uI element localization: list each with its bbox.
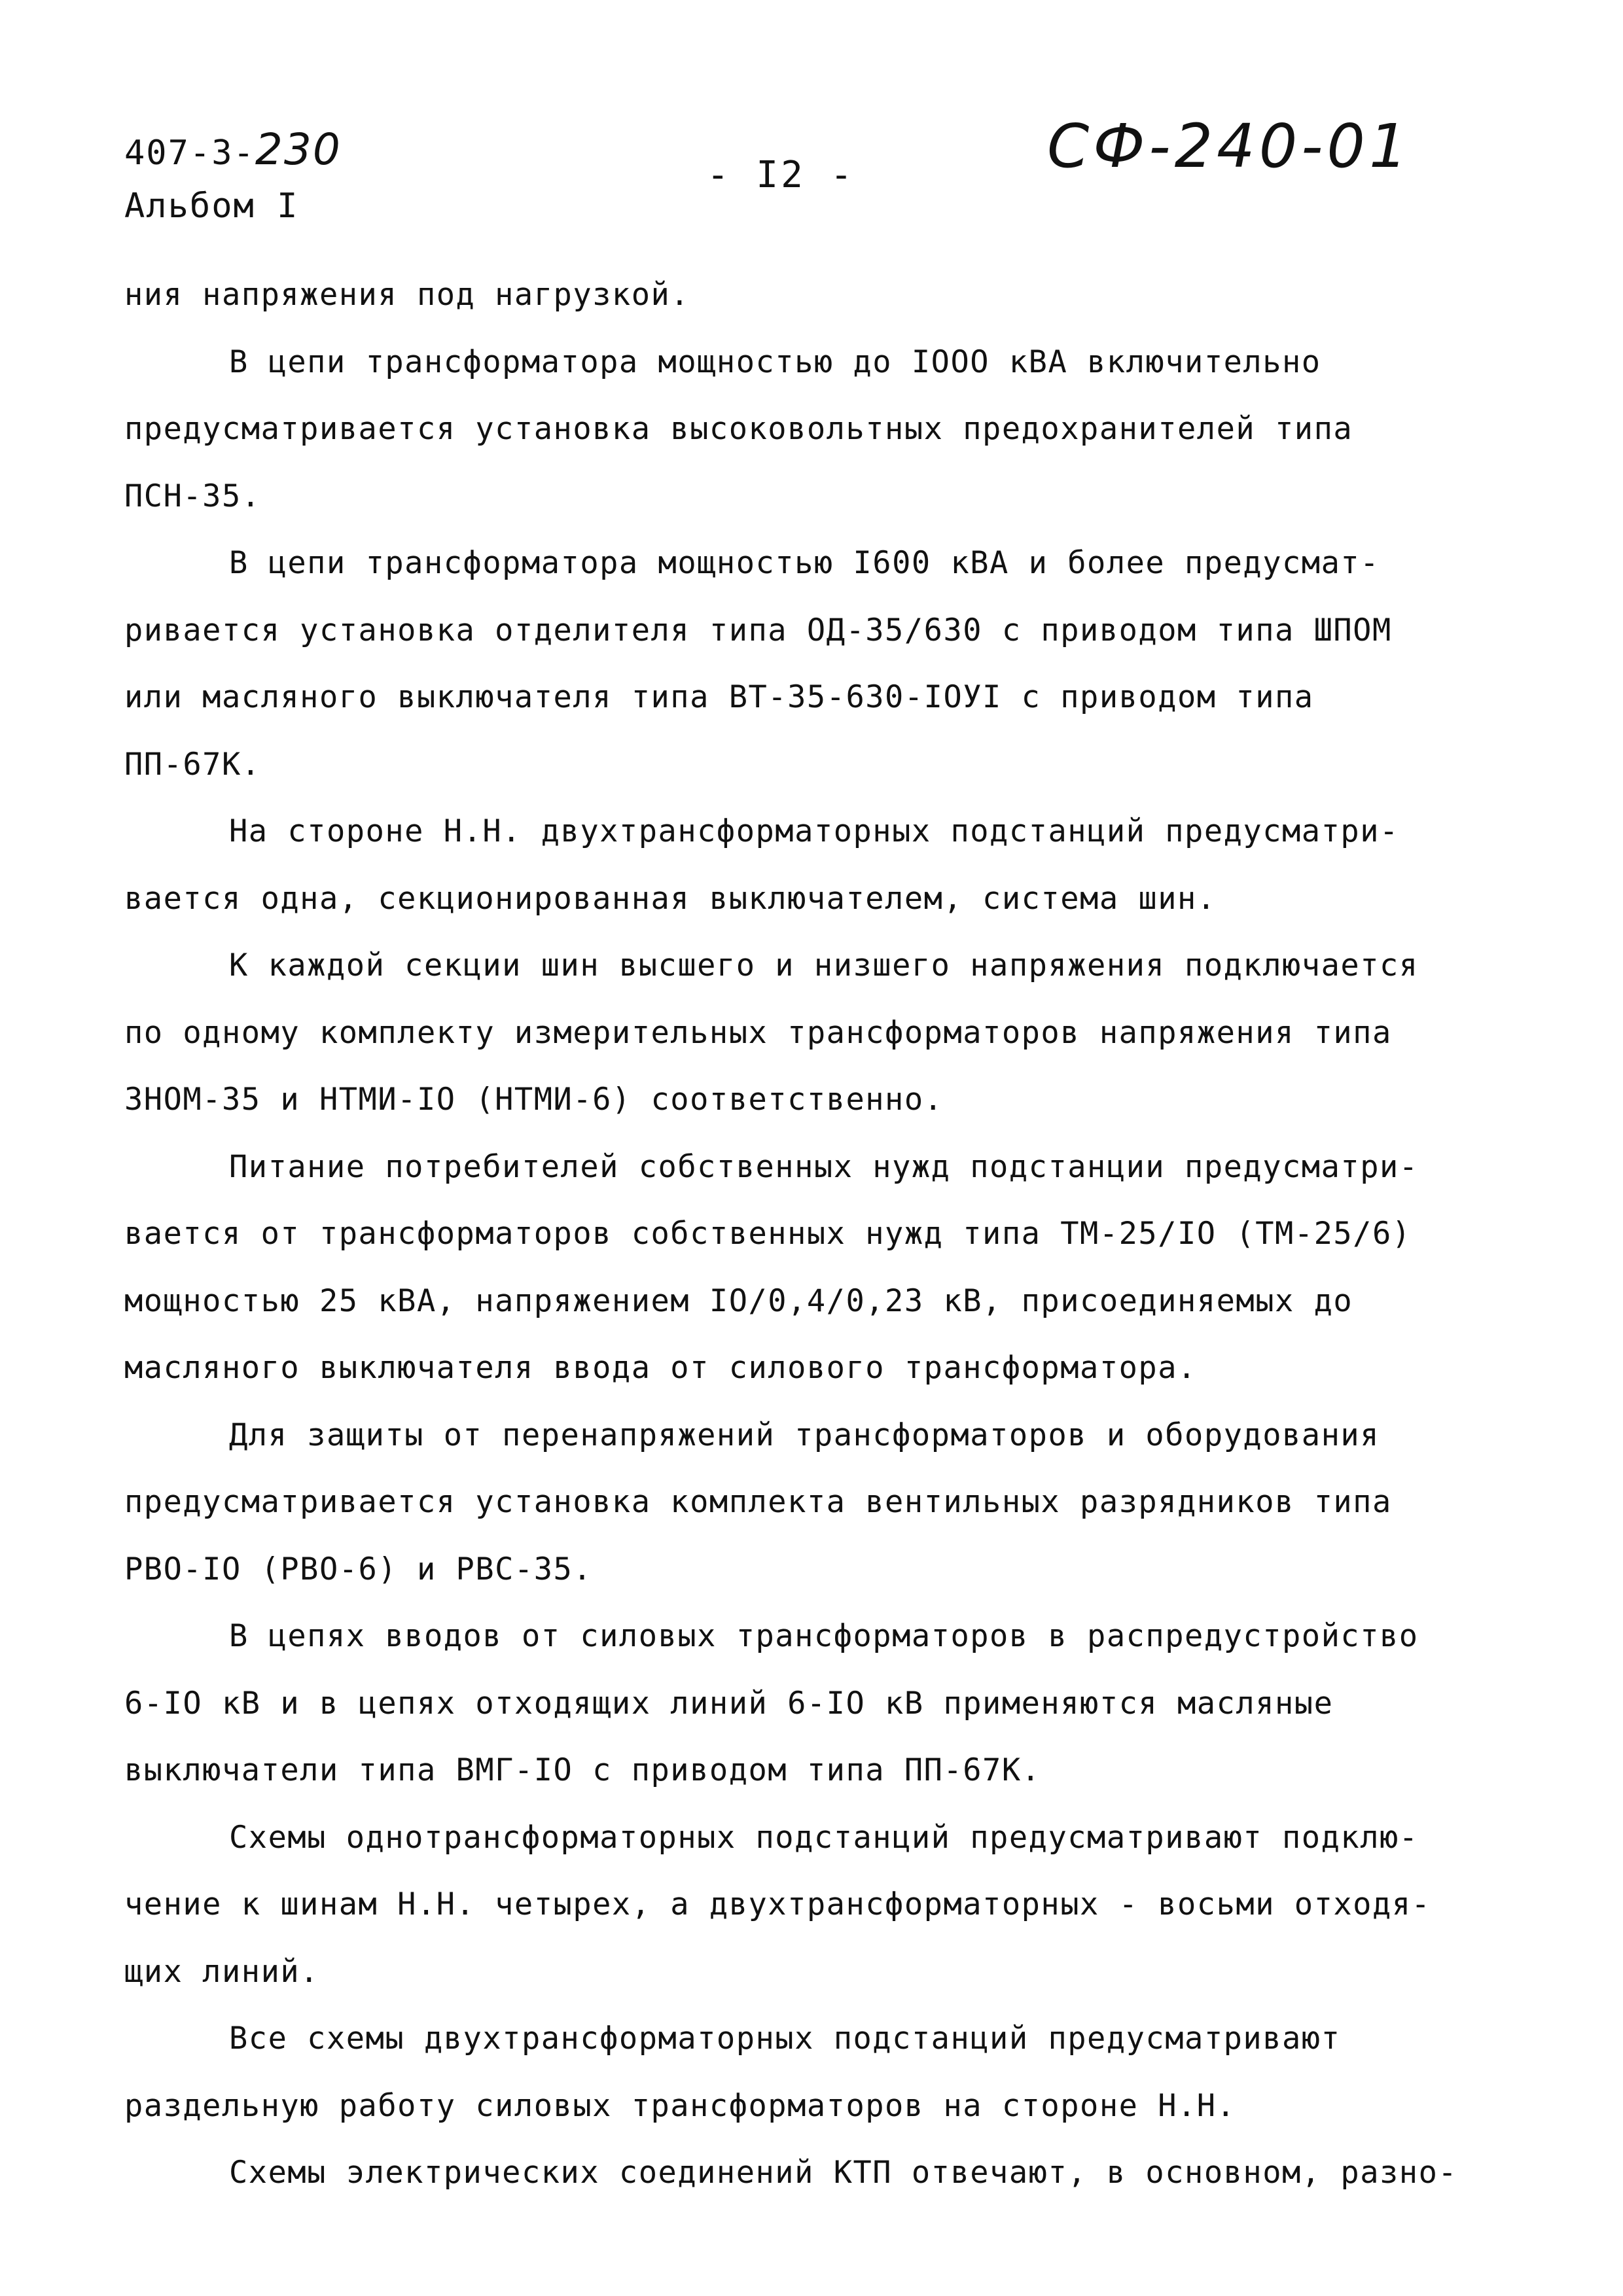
body-text (124, 262, 1492, 2207)
text-line: ПСН-35. (124, 478, 261, 514)
project-code (124, 124, 342, 175)
text-line: вается одна, секционированная выключателем, система шин. (124, 880, 1217, 917)
text-line: раздельную работу силовых трансформаторов на стороне Н.Н. (124, 2087, 1236, 2124)
text-line: К каждой секции шин высшего и низшего напряжения подключается (229, 947, 1419, 983)
text-line: мощностью 25 кВА, напряжением IO/0,4/0,23 кВ, присоединяемых до (124, 1282, 1353, 1319)
page-number: - I2 - (707, 154, 855, 196)
text-line: по одному комплекту измерительных трансформаторов напряжения типа (124, 1014, 1392, 1051)
text-line: чение к шинам Н.Н. четырех, а двухтрансформаторных - восьми отходя- (124, 1886, 1431, 1922)
text-line: или масляного выключателя типа ВТ-35-630-IOУI с приводом типа (124, 679, 1314, 715)
text-line: На стороне Н.Н. двухтрансформаторных подстанций предусматри- (229, 813, 1399, 849)
document-cipher: СФ-240-01 (1047, 111, 1412, 181)
text-line: предусматривается установка высоковольтных предохранителей типа (124, 411, 1353, 447)
text-line: Схемы однотрансформаторных подстанций предусматривают подклю- (229, 1819, 1419, 1856)
text-line: 6-IO кВ и в цепях отходящих линий 6-IO кВ применяются масляные (124, 1685, 1334, 1722)
text-line: В цепи трансформатора мощностью до IOOO кВА включительно (229, 344, 1321, 380)
text-line: ривается установка отделителя типа ОД-35/630 с приводом типа ШПОМ (124, 612, 1392, 648)
text-line: ПП-67К. (124, 746, 261, 783)
text-line: Схемы электрических соединений КТП отвечают, в основном, разно- (229, 2155, 1458, 2191)
text-line: предусматривается установка комплекта вентильных разрядников типа (124, 1484, 1392, 1520)
text-line: РВО-IO (РВО-6) и РВС-35. (124, 1551, 593, 1587)
text-line: ЗНОМ-35 и НТМИ-IO (НТМИ-6) соответственно. (124, 1082, 944, 1118)
project-code-handwritten: 230 (255, 124, 342, 175)
project-code-typed: 407-3- (124, 133, 255, 173)
text-line: выключатели типа ВМГ-IO с приводом типа ПП-67К. (124, 1752, 1041, 1788)
text-line: Питание потребителей собственных нужд подстанции предусматри- (229, 1148, 1419, 1185)
text-line: масляного выключателя ввода от силового трансформатора. (124, 1350, 1197, 1386)
text-line: вается от трансформаторов собственных нужд типа ТМ-25/IO (ТМ-25/6) (124, 1216, 1412, 1252)
text-line: Для защиты от перенапряжений трансформаторов и оборудования (229, 1417, 1380, 1453)
text-line: В цепях вводов от силовых трансформаторов в распредустройство (229, 1618, 1419, 1654)
text-line: ния напряжения под нагрузкой. (124, 277, 690, 313)
album-label: Альбом I (124, 186, 299, 226)
text-line: В цепи трансформатора мощностью I600 кВА и более предусмат- (229, 545, 1380, 581)
text-line: Все схемы двухтрансформаторных подстанций предусматривают (229, 2021, 1341, 2057)
text-line: щих линий. (124, 1953, 319, 1990)
